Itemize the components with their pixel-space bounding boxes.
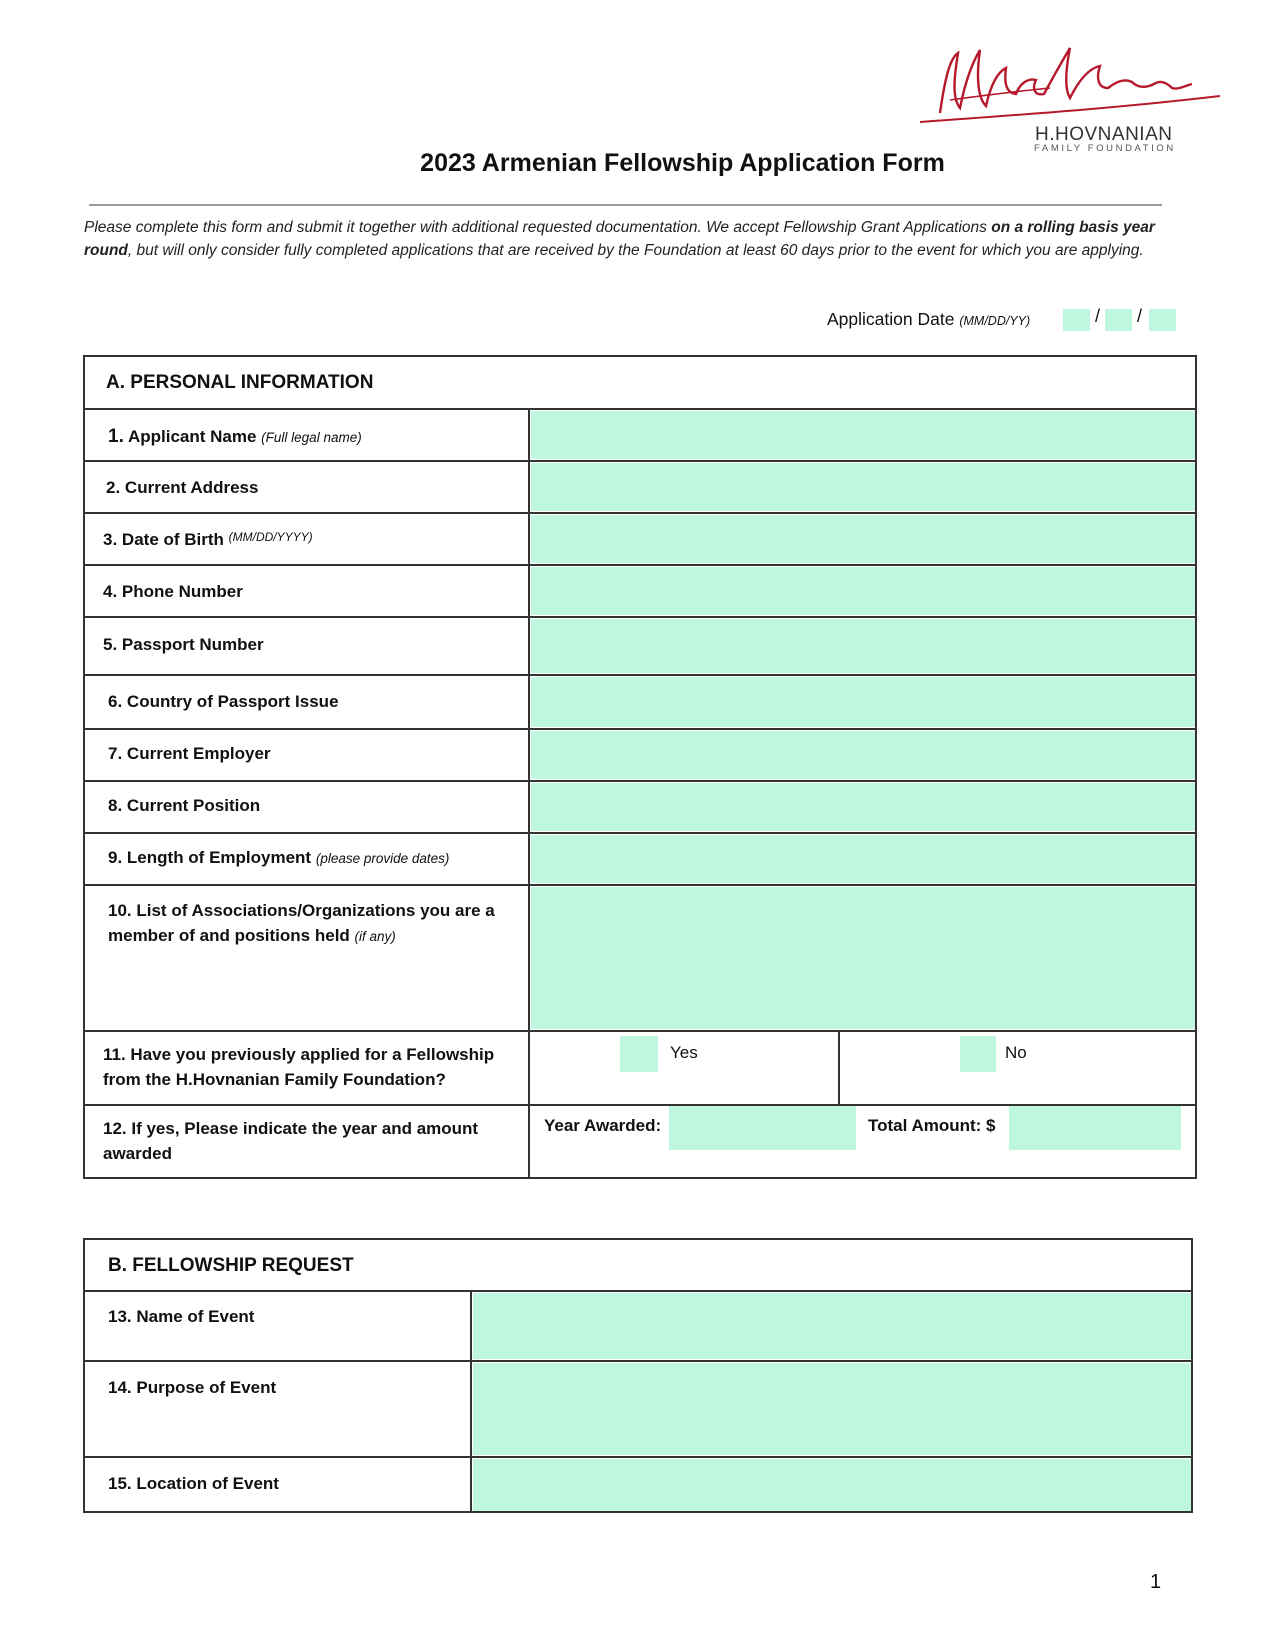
field-label-text: Length of Employment bbox=[126, 848, 312, 867]
yes-label: Yes bbox=[670, 1043, 698, 1062]
date-separator-2: / bbox=[1137, 306, 1143, 326]
field-hint: (Full legal name) bbox=[261, 430, 362, 445]
field-number: 10. bbox=[108, 901, 132, 920]
section-b-heading: B. FELLOWSHIP REQUEST bbox=[108, 1255, 354, 1276]
field-label-phone-number bbox=[103, 582, 243, 602]
field-number: 6. bbox=[108, 692, 123, 711]
field-label-current-employer bbox=[108, 744, 271, 764]
previous-fellowship-question: 11. Have you previously applied for a Fellowship from the H.Hovnanian Family Foundation? bbox=[103, 1045, 495, 1089]
field-label-date-of-birth bbox=[103, 530, 313, 550]
current-address-field[interactable] bbox=[531, 463, 1195, 511]
section-a-heading: A. PERSONAL INFORMATION bbox=[106, 372, 374, 393]
row-divider bbox=[83, 780, 1197, 782]
no-checkbox[interactable] bbox=[960, 1036, 996, 1072]
row-divider bbox=[83, 616, 1197, 618]
row-divider bbox=[83, 408, 1197, 410]
field-number: 7. bbox=[108, 744, 123, 763]
row-divider bbox=[83, 728, 1197, 730]
field-label-text: Applicant Name bbox=[127, 427, 257, 446]
no-label: No bbox=[1005, 1043, 1027, 1062]
app-date-day-field[interactable] bbox=[1105, 309, 1132, 331]
field-label-text: Country of Passport Issue bbox=[126, 692, 339, 711]
event-location-field[interactable] bbox=[473, 1459, 1191, 1511]
event-name-field[interactable] bbox=[473, 1293, 1191, 1359]
intro-paragraph bbox=[84, 216, 1174, 262]
page-number: 1 bbox=[1150, 1571, 1162, 1593]
field-label-passport-number bbox=[103, 635, 264, 655]
event-purpose-field[interactable] bbox=[473, 1363, 1191, 1455]
field-hint: (MM/DD/YYYY) bbox=[228, 530, 313, 544]
length-of-employment-field[interactable] bbox=[531, 835, 1195, 883]
row-divider bbox=[83, 674, 1197, 676]
field-label-text: Date of Birth bbox=[121, 530, 224, 549]
field-label-event-location: 15. Location of Event bbox=[108, 1474, 279, 1493]
field-label-text: Current Employer bbox=[126, 744, 271, 763]
app-date-month-field[interactable] bbox=[1063, 309, 1090, 331]
field-number: 2. bbox=[106, 478, 121, 497]
field-label-text: Current Address bbox=[124, 478, 259, 497]
row-divider bbox=[83, 832, 1197, 834]
field-number: 9. bbox=[108, 848, 123, 867]
application-date-label: Application Date bbox=[827, 309, 955, 329]
row-divider bbox=[83, 460, 1197, 462]
row-divider bbox=[83, 1360, 1193, 1362]
field-number: 1. bbox=[108, 426, 124, 447]
page-title: 2023 Armenian Fellowship Application Form bbox=[420, 149, 945, 177]
field-label-text: List of Associations/Organizations you are a member of and positions held bbox=[108, 901, 495, 945]
field-label-associations bbox=[108, 898, 518, 949]
total-amount-label: Total Amount: $ bbox=[868, 1116, 996, 1135]
logo-subname: FAMILY FOUNDATION bbox=[1034, 143, 1176, 154]
logo-name: H.HOVNANIAN bbox=[1035, 124, 1173, 145]
field-label-text: Passport Number bbox=[121, 635, 264, 654]
field-label-current-address bbox=[106, 478, 258, 498]
field-number: 3. bbox=[103, 530, 118, 549]
intro-emphasis: on a rolling basis year round bbox=[84, 219, 1155, 259]
signature-graphic bbox=[920, 38, 1240, 128]
field-label-applicant-name bbox=[108, 426, 362, 448]
field-hint: (if any) bbox=[354, 929, 396, 944]
passport-country-field[interactable] bbox=[531, 677, 1195, 727]
field-label-event-name: 13. Name of Event bbox=[108, 1307, 255, 1326]
phone-number-field[interactable] bbox=[531, 567, 1195, 615]
award-details-question: 12. If yes, Please indicate the year and amount awarded bbox=[103, 1119, 479, 1163]
row-divider bbox=[83, 1030, 1197, 1032]
yes-checkbox[interactable] bbox=[620, 1036, 658, 1072]
field-hint: (please provide dates) bbox=[315, 851, 450, 866]
applicant-name-field[interactable] bbox=[531, 411, 1195, 459]
row-divider bbox=[83, 1290, 1193, 1292]
column-divider bbox=[528, 408, 530, 1179]
date-separator-1: / bbox=[1095, 306, 1101, 326]
application-date-row bbox=[827, 309, 1030, 330]
row-divider bbox=[83, 512, 1197, 514]
field-number: 5. bbox=[103, 635, 118, 654]
date-of-birth-field[interactable] bbox=[531, 515, 1195, 563]
current-position-field[interactable] bbox=[531, 783, 1195, 831]
field-label-text: Current Position bbox=[126, 796, 261, 815]
field-label-current-position bbox=[108, 796, 260, 816]
field-number: 8. bbox=[108, 796, 123, 815]
intro-text-2: , but will only consider fully completed applications that are received by the Foundation at least 60 days prior to the event for which you are applying. bbox=[127, 242, 1144, 259]
current-employer-field[interactable] bbox=[531, 731, 1195, 779]
application-date-format: (MM/DD/YY) bbox=[959, 314, 1031, 328]
intro-text-1: Please complete this form and submit it together with additional requested documentation. We accept Fellowship Grant Applications bbox=[84, 219, 992, 236]
field-label-passport-country bbox=[108, 692, 339, 712]
field-label-length-of-employment bbox=[108, 848, 449, 868]
passport-number-field[interactable] bbox=[531, 619, 1195, 673]
foundation-logo bbox=[920, 38, 1240, 153]
total-amount-field[interactable] bbox=[1009, 1106, 1181, 1150]
field-number: 4. bbox=[103, 582, 118, 601]
title-divider bbox=[89, 204, 1162, 206]
row-divider bbox=[83, 1456, 1193, 1458]
year-awarded-field[interactable] bbox=[669, 1106, 856, 1150]
column-divider bbox=[838, 1030, 840, 1104]
row-divider bbox=[83, 884, 1197, 886]
column-divider bbox=[470, 1290, 472, 1513]
field-label-event-purpose: 14. Purpose of Event bbox=[108, 1378, 277, 1397]
row-divider bbox=[83, 564, 1197, 566]
app-date-year-field[interactable] bbox=[1149, 309, 1176, 331]
year-awarded-label: Year Awarded: bbox=[544, 1116, 662, 1135]
associations-field[interactable] bbox=[531, 887, 1195, 1029]
field-label-text: Phone Number bbox=[121, 582, 243, 601]
